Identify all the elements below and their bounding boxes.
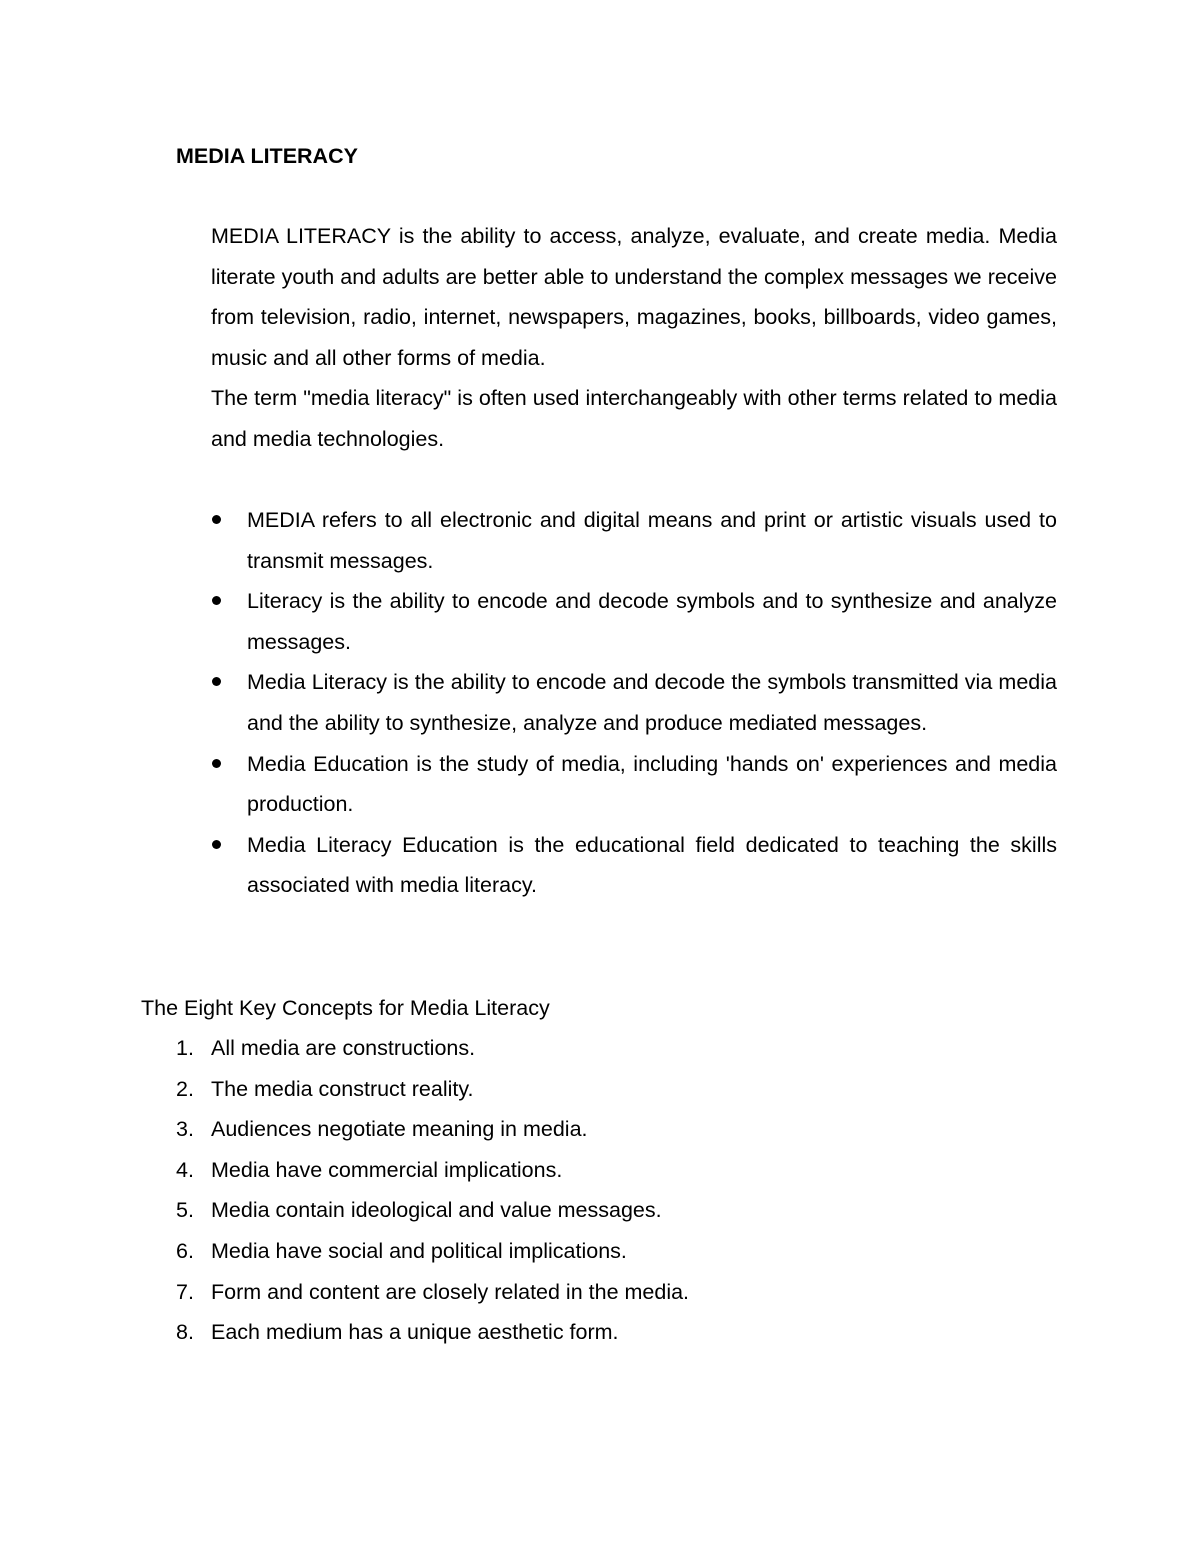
key-concept-item xyxy=(176,1312,689,1353)
key-concept-item xyxy=(176,1231,689,1272)
intro-paragraph-term-usage: The term "media literacy" is often used interchangeably with other terms related to media and media technologies. xyxy=(211,386,1057,451)
definition-item-media-literacy xyxy=(211,662,1057,743)
key-concepts-list xyxy=(176,1028,689,1353)
definition-text: Media Education is the study of media, including 'hands on' experiences and media production. xyxy=(247,751,1057,817)
key-concept-item xyxy=(176,1028,689,1069)
definition-text: Literacy is the ability to encode and decode symbols and to synthesize and analyze messages. xyxy=(247,589,1057,654)
list-number: 3. xyxy=(176,1117,194,1142)
key-concept-text: Media contain ideological and value messages. xyxy=(211,1198,662,1223)
key-concept-item xyxy=(176,1150,689,1191)
key-concept-item xyxy=(176,1069,689,1110)
key-concept-item xyxy=(176,1272,689,1313)
list-number: 2. xyxy=(176,1076,194,1101)
bullet-dot-icon xyxy=(212,677,221,686)
bullet-dot-icon xyxy=(212,515,221,524)
definition-item-media-literacy-education xyxy=(211,825,1057,906)
list-number: 8. xyxy=(176,1320,194,1345)
list-number: 1. xyxy=(176,1036,194,1060)
list-number: 4. xyxy=(176,1157,194,1182)
definition-item-media-education xyxy=(211,744,1057,825)
key-concepts-heading: The Eight Key Concepts for Media Literacy xyxy=(141,996,550,1020)
intro-paragraph-definition: MEDIA LITERACY is the ability to access, analyze, evaluate, and create media. Media literate youth and adults are better able to understand the complex messages we receive from television, radio, internet, newspapers, magazines, books, billboards, video games, music and all other forms of media. xyxy=(211,224,1057,370)
document-title: MEDIA LITERACY xyxy=(176,144,358,168)
definition-text: MEDIA refers to all electronic and digital means and print or artistic visuals used to transmit messages. xyxy=(247,508,1057,573)
bullet-dot-icon xyxy=(212,759,221,768)
key-concept-text: Each medium has a unique aesthetic form. xyxy=(211,1320,619,1345)
list-number: 6. xyxy=(176,1238,194,1263)
key-concept-item xyxy=(176,1109,689,1150)
definitions-list xyxy=(211,500,1057,906)
key-concept-text: Form and content are closely related in the media. xyxy=(211,1279,690,1304)
key-concept-text: Media have social and political implications. xyxy=(211,1238,627,1263)
key-concept-text: The media construct reality. xyxy=(211,1076,474,1101)
key-concept-text: Media have commercial implications. xyxy=(211,1157,563,1182)
bullet-dot-icon xyxy=(212,596,221,605)
key-concept-item xyxy=(176,1190,689,1231)
key-concept-text: Audiences negotiate meaning in media. xyxy=(211,1117,588,1142)
definition-item-literacy xyxy=(211,581,1057,662)
key-concept-text: All media are constructions. xyxy=(211,1036,476,1060)
list-number: 5. xyxy=(176,1198,194,1223)
definition-text: Media Literacy is the ability to encode and decode the symbols transmitted via media and the ability to synthesize, analyze and produce mediated messages. xyxy=(247,670,1057,735)
bullet-dot-icon xyxy=(212,840,221,849)
list-number: 7. xyxy=(176,1279,194,1304)
intro-section xyxy=(211,216,1057,460)
definition-item-media xyxy=(211,500,1057,581)
definition-text: Media Literacy Education is the educational field dedicated to teaching the skills associated with media literacy. xyxy=(247,832,1057,898)
